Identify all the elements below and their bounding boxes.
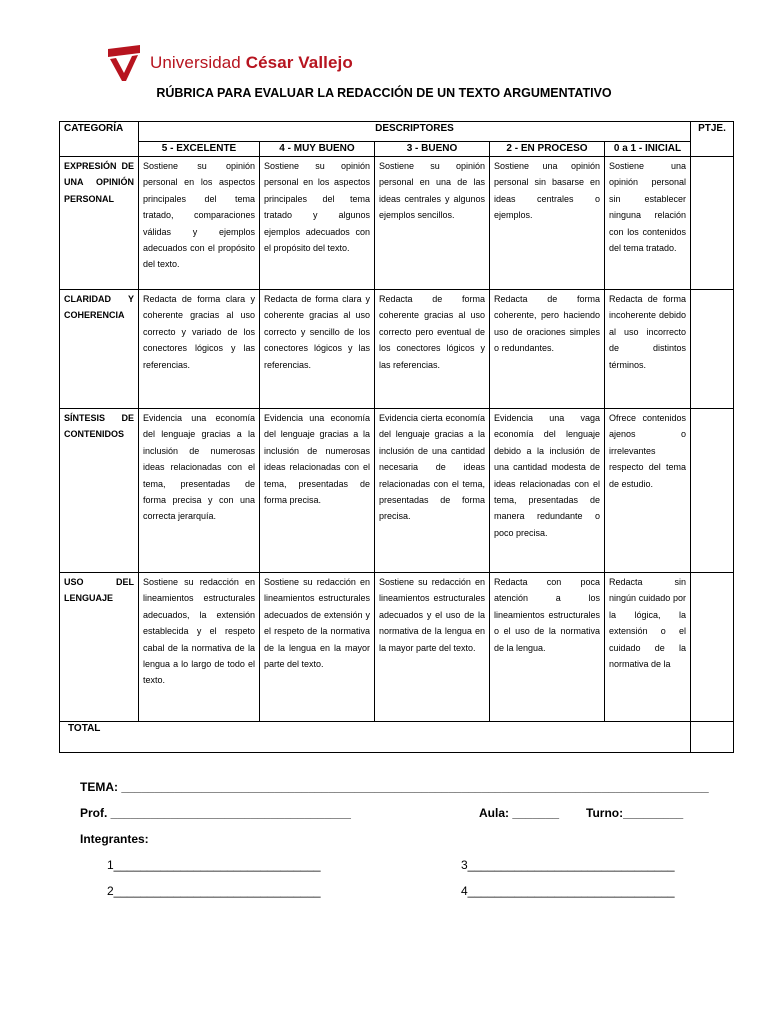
total-row <box>60 722 734 753</box>
rubric-table <box>59 121 734 753</box>
descriptor-cell: Evidencia cierta economía del lenguaje gracias a la inclusión de una cantidad necesaria de ideas relacionadas con el tema, presentadas de forma precisa. <box>375 409 490 573</box>
level-3: 3 - BUENO <box>375 142 490 157</box>
level-4: 4 - MUY BUENO <box>260 142 375 157</box>
turno-field[interactable]: Turno:_________ <box>586 806 684 820</box>
tema-field[interactable]: TEMA: ________________________________________________________________________________________ <box>80 780 709 794</box>
member-4-field[interactable]: 4_______________________________ <box>461 884 675 898</box>
page-title: RÚBRICA PARA EVALUAR LA REDACCIÓN DE UN TEXTO ARGUMENTATIVO <box>156 86 612 100</box>
descriptor-cell: Evidencia una economía del lenguaje gracias a la inclusión de numerosas ideas relacionadas con el tema, presentadas de forma precisa. <box>260 409 375 573</box>
university-logo <box>106 43 353 83</box>
table-row <box>60 573 734 722</box>
descriptor-cell: Sostiene una opinión personal sin establecer ninguna relación con los contenidos del tema tratado. <box>605 157 691 290</box>
score-cell[interactable] <box>691 573 734 722</box>
ucv-shield-icon <box>106 43 142 83</box>
descriptor-cell: Redacta de forma coherente gracias al uso correcto pero eventual de los conectores lógicos y las referencias. <box>375 290 490 409</box>
level-0-1: 0 a 1 - INICIAL <box>605 142 691 157</box>
category-cell: CLARIDAD Y COHERENCIA <box>60 290 139 409</box>
descriptor-cell: Ofrece contenidos ajenos o irrelevantes respecto del tema de estudio. <box>605 409 691 573</box>
total-score-cell[interactable] <box>691 722 734 753</box>
category-cell: SÍNTESIS DE CONTENIDOS <box>60 409 139 573</box>
descriptor-cell: Sostiene su redacción en lineamientos estructurales adecuados, la extensión establecida y el respeto cabal de la normativa de la lengua a lo largo de todo el texto. <box>139 573 260 722</box>
member-1-field[interactable]: 1_______________________________ <box>107 858 321 872</box>
col-ptje: PTJE. <box>691 122 734 157</box>
integrantes-label: Integrantes: <box>80 832 149 846</box>
descriptor-cell: Evidencia una vaga economía del lenguaje debido a la inclusión de una cantidad modesta de ideas relacionadas con el tema, presentadas de manera redundante o poco precisa. <box>490 409 605 573</box>
descriptor-cell: Redacta con poca atención a los lineamientos estructurales o el uso de la normativa de la lengua. <box>490 573 605 722</box>
level-2: 2 - EN PROCESO <box>490 142 605 157</box>
header-row <box>60 122 734 142</box>
descriptor-cell: Sostiene una opinión personal sin basarse en ideas centrales o ejemplos. <box>490 157 605 290</box>
descriptor-cell: Sostiene su redacción en lineamientos estructurales adecuados de extensión y el respeto de la normativa de la lengua en la mayor parte del texto. <box>260 573 375 722</box>
table-row <box>60 409 734 573</box>
category-cell: USO DEL LENGUAJE <box>60 573 139 722</box>
aula-field[interactable]: Aula: _______ <box>479 806 560 820</box>
level-5: 5 - EXCELENTE <box>139 142 260 157</box>
descriptor-cell: Sostiene su opinión personal en los aspectos principales del tema tratado, comparaciones válidas y ejemplos adecuados con el propósito del texto. <box>139 157 260 290</box>
descriptor-cell: Evidencia una economía del lenguaje gracias a la inclusión de numerosas ideas relacionadas con el tema, presentadas de forma precisa y con una correcta jerarquía. <box>139 409 260 573</box>
table-row <box>60 290 734 409</box>
descriptor-cell: Redacta de forma clara y coherente gracias al uso correcto y variado de los conectores lógicos y las referencias. <box>139 290 260 409</box>
score-cell[interactable] <box>691 409 734 573</box>
levels-row <box>60 142 734 157</box>
prof-field[interactable]: Prof. ____________________________________ <box>80 806 351 820</box>
descriptor-cell: Redacta sin ningún cuidado por la lógica, la extensión o el cuidado de la normativa de la <box>605 573 691 722</box>
score-cell[interactable] <box>691 157 734 290</box>
col-categoria: CATEGORÍA <box>60 122 139 157</box>
descriptor-cell: Sostiene su redacción en lineamientos estructurales adecuados y el uso de la normativa de la lengua en la mayor parte del texto. <box>375 573 490 722</box>
member-2-field[interactable]: 2_______________________________ <box>107 884 321 898</box>
total-label: TOTAL <box>60 722 691 753</box>
table-row <box>60 157 734 290</box>
descriptor-cell: Redacta de forma incoherente debido al uso incorrecto de distintos términos. <box>605 290 691 409</box>
member-3-field[interactable]: 3_______________________________ <box>461 858 675 872</box>
descriptor-cell: Redacta de forma clara y coherente gracias al uso correcto y sencillo de los conectores lógicos y las referencias. <box>260 290 375 409</box>
descriptor-cell: Sostiene su opinión personal en una de las ideas centrales y algunos ejemplos sencillos. <box>375 157 490 290</box>
university-name: Universidad César Vallejo <box>150 53 353 72</box>
col-descriptores: DESCRIPTORES <box>139 122 691 142</box>
score-cell[interactable] <box>691 290 734 409</box>
descriptor-cell: Redacta de forma coherente, pero haciendo uso de oraciones simples o redundantes. <box>490 290 605 409</box>
descriptor-cell: Sostiene su opinión personal en los aspectos principales del tema tratado y algunos ejemplos adecuados con el propósito del texto. <box>260 157 375 290</box>
category-cell: EXPRESIÓN DE UNA OPINIÓN PERSONAL <box>60 157 139 290</box>
